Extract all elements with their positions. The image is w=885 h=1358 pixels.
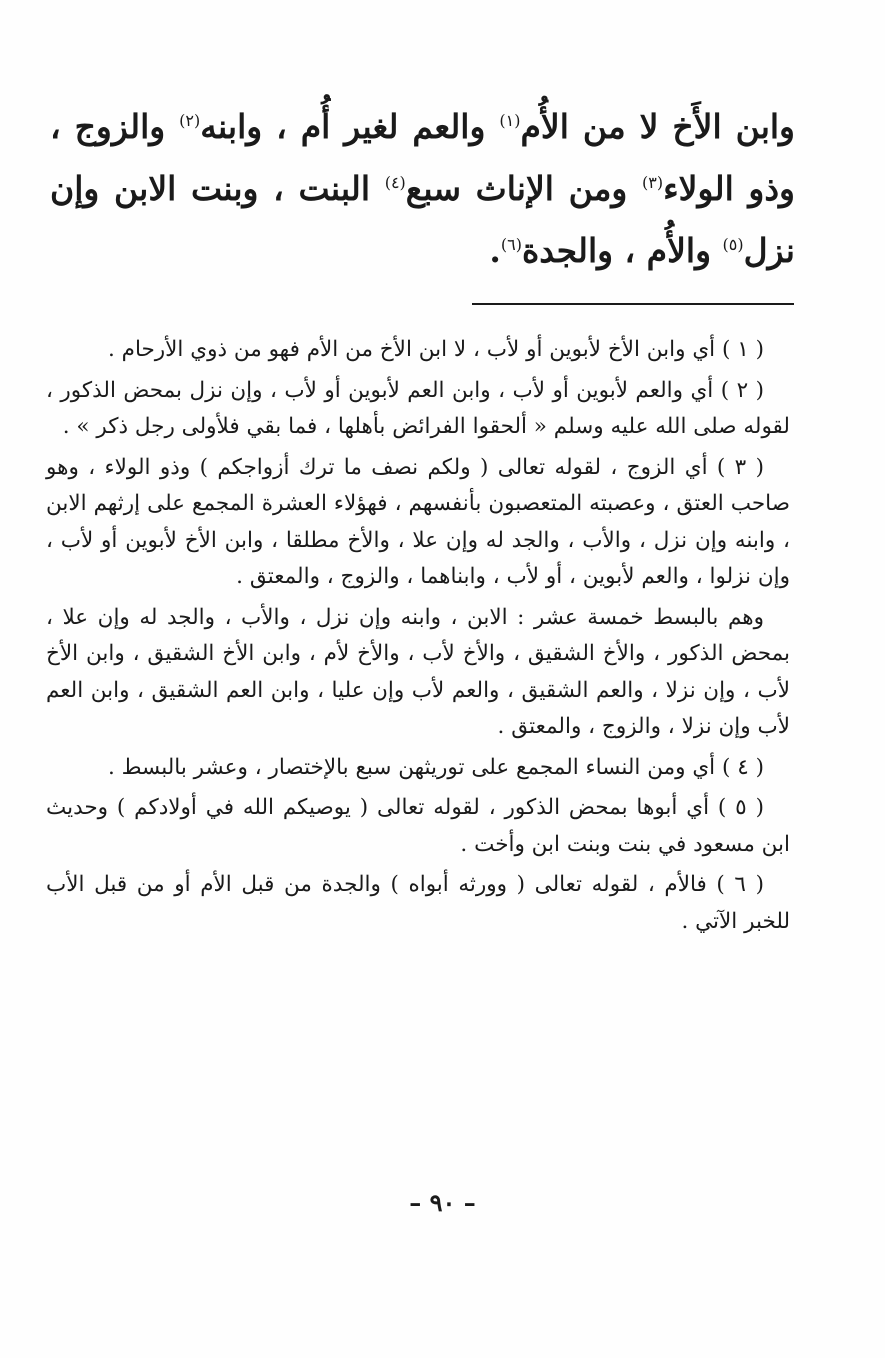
main-text-segment: والأُم ، والجدة <box>521 231 723 270</box>
footnote-marker: (٣) <box>642 173 664 192</box>
footnote-3-continued: وهم بالبسط خمسة عشر : الابن ، وابنه وإن نزل ، والأب ، والجد له وإن علا ، بمحض الذكور ، والأخ الشقيق ، والأخ لأب ، والأخ لأم ، وابن الأخ الشقيق ، وابن الأخ لأب ، وإن نزلا ، والعم الشقيق ، والعم لأب وإن عليا ، وابن العم الشقيق ، وابن العم لأب وإن نزلا ، والزوج ، والمعتق . <box>46 604 790 739</box>
footnote-6: ( ٦ ) فالأم ، لقوله تعالى ( وورثه أبواه ) والجدة من قبل الأم أو من قبل الأب للخبر الآتي . <box>46 872 790 934</box>
footnote-3: ( ٣ ) أي الزوج ، لقوله تعالى ( ولكم نصف ما ترك أزواجكم ) وذو الولاء ، وهو صاحب العتق ، وعصبته المتعصبون بأنفسهم ، فهؤلاء العشرة المجمع على إرثهم الابن ، وابنه وإن نزل ، والأب ، والجد له وإن علا ، والأخ مطلقا ، وابن الأخ لأبوين أو لأب ، وإن نزلوا ، والعم لأبوين ، أو لأب ، وابناهما ، والزوج ، والمعتق . <box>46 454 790 589</box>
footnotes <box>46 332 790 944</box>
main-text-segment: ومن الإناث سبع <box>405 169 643 208</box>
footnote-1: ( ١ ) أي وابن الأخ لأبوين أو لأب ، لا ابن الأخ من الأم فهو من ذوي الأرحام . <box>107 337 764 362</box>
footnote-marker: (٢) <box>179 111 201 130</box>
footnote-2: ( ٢ ) أي والعم لأبوين أو لأب ، وابن العم لأبوين أو لأب ، وإن نزل بمحض الذكور ، لقوله صلى الله عليه وسلم « ألحقوا الفرائض بأهلها ، فما بقي فلأولى رجل ذكر » . <box>46 377 790 439</box>
main-text-segment: . <box>489 231 501 270</box>
footnote-separator <box>472 303 794 305</box>
main-text <box>50 96 795 282</box>
main-text-segment: والزوج ، وذو الولاء <box>50 107 795 208</box>
main-text-segment: وابن الأَخ لا من الأُم <box>520 107 795 146</box>
main-text-segment: والعم لغير أُم ، وابنه <box>200 107 500 146</box>
footnote-marker: (١) <box>499 111 521 130</box>
footnote-marker: (٦) <box>500 235 522 254</box>
footnote-5: ( ٥ ) أي أبوها بمحض الذكور ، لقوله تعالى ( يوصيكم الله في أولادكم ) وحديث ابن مسعود في بنت وبنت ابن وأخت . <box>46 795 790 857</box>
footnote-marker: (٤) <box>384 173 406 192</box>
page-number: – ٩٠ – <box>409 1188 476 1217</box>
footnote-4: ( ٤ ) أي ومن النساء المجمع على توريثهن سبع بالإختصار ، وعشر بالبسط . <box>107 754 764 780</box>
footnote-marker: (٥) <box>722 235 744 254</box>
main-text-segment: البنت ، وبنت الابن وإن نزل <box>50 169 795 270</box>
